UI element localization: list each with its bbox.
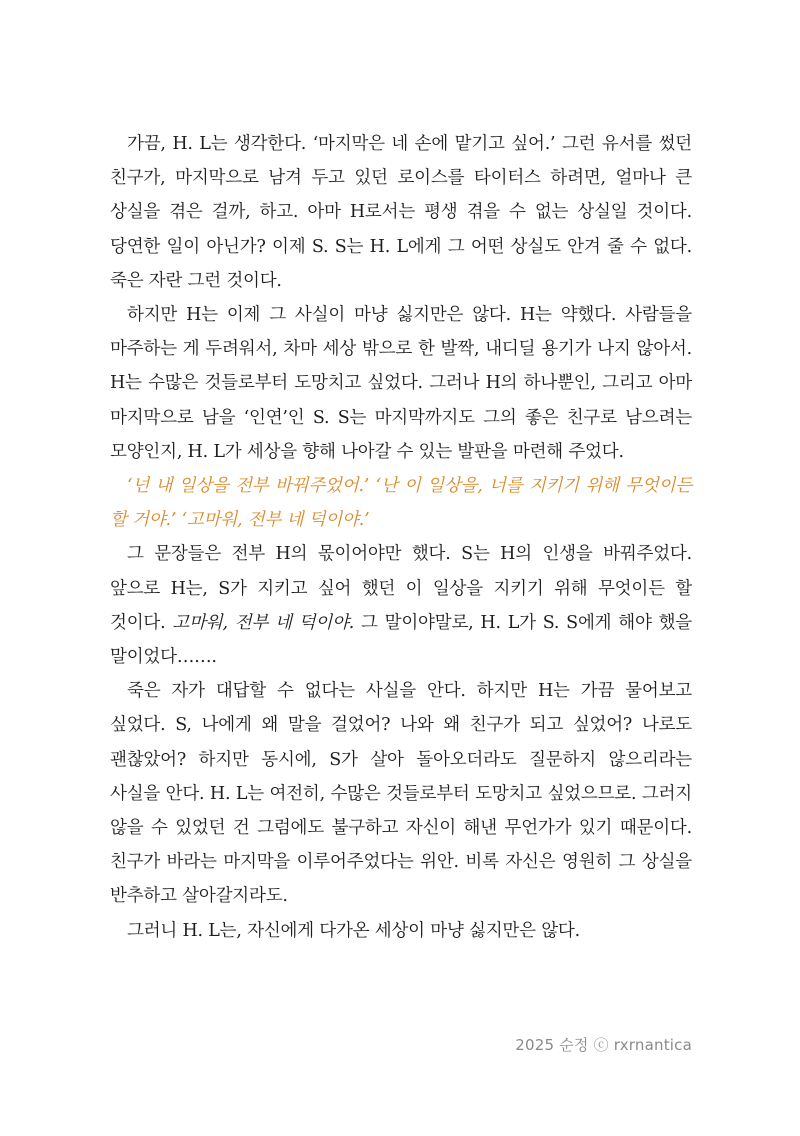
paragraph-4-text-before: 그 문장들은 전부 H의 몫이어야만 했다. S는 H의 인생을 바꿔주었다. 앞으로 H는, S가 지키고 싶어 했던 이 일상을 지키기 위해 무엇이든 할 것이다. bbox=[110, 544, 692, 633]
paragraph-2: 하지만 H는 이제 그 사실이 마냥 싫지만은 않다. H는 약했다. 사람들을 마주하는 게 두려워서, 차마 세상 밖으로 한 발짝, 내디딜 용기가 나지 않아서. H는 수많은 것들로부터 도망치고 싶었다. 그러나 H의 하나뿐인, 그리고 아마 마지막으로 남을 ‘인연’인 S. S는 마지막까지도 그의 좋은 친구로 남으려는 모양인지, H. L가 세상을 향해 나아갈 수 있는 발판을 마련해 주었다. bbox=[110, 305, 692, 462]
paragraph-4-text-after: 그 말이야말로, H. L가 S. S에게 해야 했을 말이었다……. bbox=[110, 612, 692, 668]
document-body bbox=[110, 127, 692, 948]
paragraph-4 bbox=[110, 537, 692, 674]
copyright-footer: 2025 순정 ⓒ rxrnantica bbox=[515, 1036, 692, 1054]
paragraph-5: 죽은 자가 대답할 수 없다는 사실을 안다. 하지만 H는 가끔 물어보고 싶었다. S, 나에게 왜 말을 걸었어? 나와 왜 친구가 되고 싶었어? 나로도 괜찮았어? 하지만 동시에, S가 살아 돌아오더라도 질문하지 않으리라는 사실을 안다. H. L는 여전히, 수많은 것들로부터 도망치고 싶었으므로. 그러지 않을 수 있었던 건 그럼에도 불구하고 자신이 해낸 무언가가 있기 때문이다. 친구가 바라는 마지막을 이루어주었다는 위안. 비록 자신은 영원히 그 상실을 반추하고 살아갈지라도. bbox=[110, 681, 692, 907]
paragraph-4-italic-phrase: 고마워, 전부 네 덕이야. bbox=[172, 612, 355, 633]
paragraph-6: 그러니 H. L는, 자신에게 다가온 세상이 마냥 싫지만은 않다. bbox=[127, 920, 580, 941]
quote-paragraph: ‘넌 내 일상을 전부 바꿔주었어.’ ‘난 이 일상을, 너를 지키기 위해 무엇이든 할 거야.’ ‘고마워, 전부 네 덕이야.’ bbox=[110, 476, 692, 531]
paragraph-1: 가끔, H. L는 생각한다. ‘마지막은 네 손에 맡기고 싶어.’ 그런 유서를 썼던 친구가, 마지막으로 남겨 두고 있던 로이스를 타이터스 하려면, 얼마나 큰 상실을 겪은 걸까, 하고. 아마 H로서는 평생 겪을 수 없는 상실일 것이다. 당연한 일이 아닌가? 이제 S. S는 H. L에게 그 어떤 상실도 안겨 줄 수 없다. 죽은 자란 그런 것이다. bbox=[110, 134, 692, 291]
